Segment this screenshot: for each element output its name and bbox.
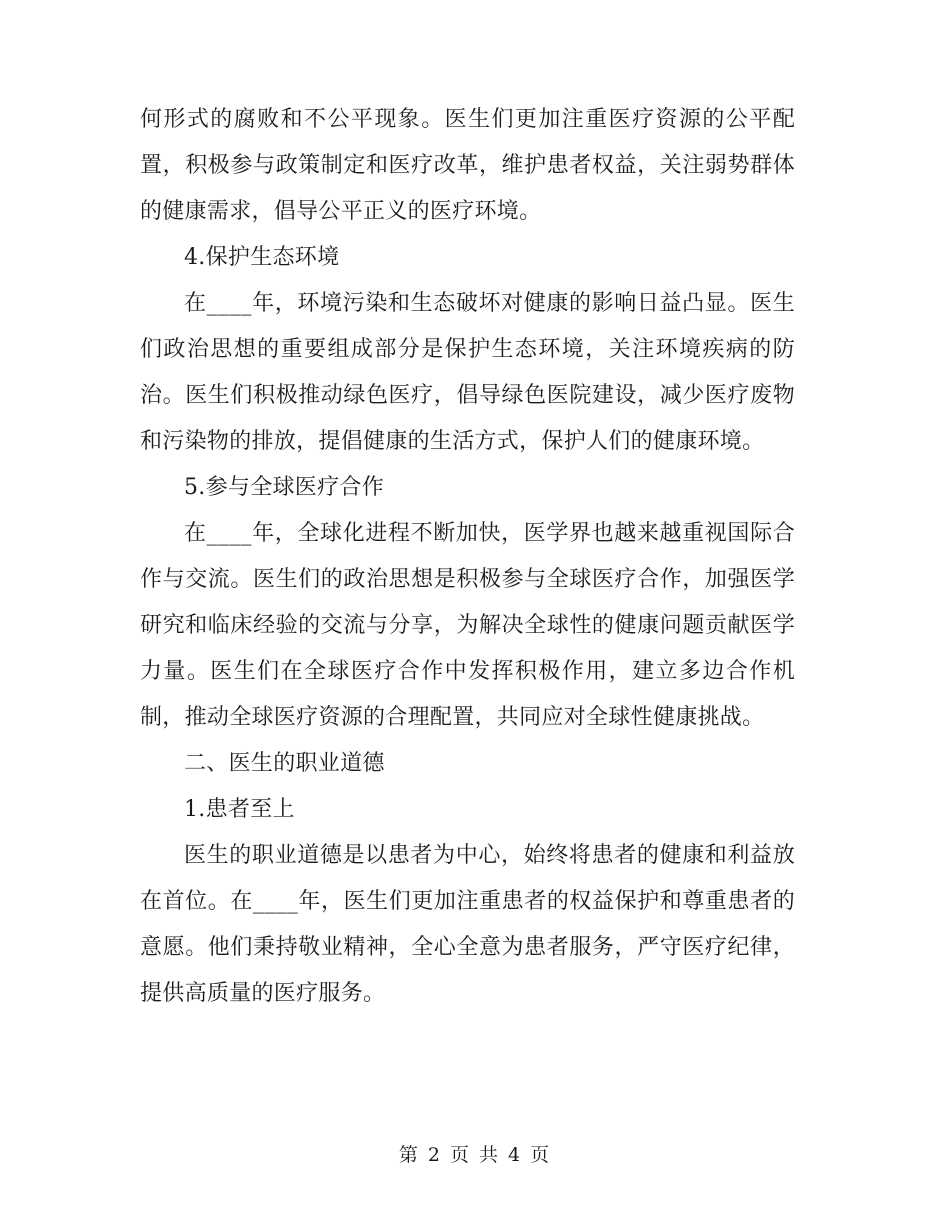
section-heading-patient-first: 1.患者至上: [184, 797, 295, 822]
section-heading-protect-environment: 4.保护生态环境: [184, 245, 340, 270]
paragraph-environment: 在____年，环境污染和生态破坏对健康的影响日益凸显。医生们政治思想的重要组成部分是保护生态环境，关注环境疾病的防治。医生们积极推动绿色医疗，倡导绿色医院建设，减少医疗废物和污染物的排放，提倡健康的生活方式，保护人们的健康环境。: [140, 291, 795, 454]
paragraph-patient-first: 医生的职业道德是以患者为中心，始终将患者的健康和利益放在首位。在____年，医生们更加注重患者的权益保护和尊重患者的意愿。他们秉持敬业精神，全心全意为患者服务，严守医疗纪律，提供高质量的医疗服务。: [140, 843, 795, 1006]
paragraph-global-cooperation: 在____年，全球化进程不断加快，医学界也越来越重视国际合作与交流。医生们的政治思想是积极参与全球医疗合作，加强医学研究和临床经验的交流与分享，为解决全球性的健康问题贡献医学力量。医生们在全球医疗合作中发挥积极作用，建立多边合作机制，推动全球医疗资源的合理配置，共同应对全球性健康挑战。: [140, 521, 795, 730]
document-body: [140, 97, 795, 1017]
section-heading-global-cooperation: 5.参与全球医疗合作: [184, 475, 384, 500]
chapter-heading-professional-ethics: 二、医生的职业道德: [184, 751, 385, 776]
paragraph-continuation: 何形式的腐败和不公平现象。医生们更加注重医疗资源的公平配置，积极参与政策制定和医疗改革，维护患者权益，关注弱势群体的健康需求，倡导公平正义的医疗环境。: [140, 107, 795, 224]
page-number-footer: 第 2 页 共 4 页: [398, 1144, 552, 1166]
